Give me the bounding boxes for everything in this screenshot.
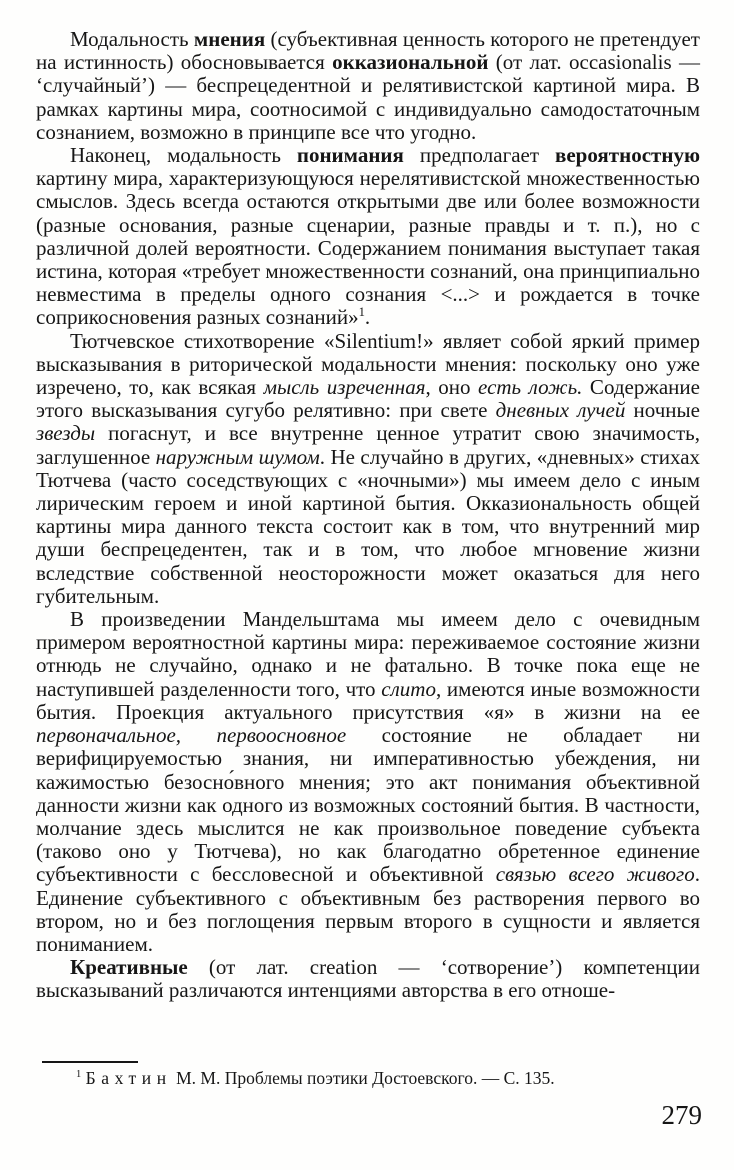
text-run: окказиональной: [332, 50, 489, 75]
text-run: (от лат. occasionalis — ‘случайный’) — беспрецедентной и релятивистской картиной мира. В рамках картины мира, соотносимой с индивидуально самодостаточным сознанием, возможно в принципе все что угодно.: [36, 50, 700, 144]
text-run: погаснут, и все внутренне ценное утратит свою значимость, заглушенное: [36, 421, 700, 469]
footnote: [36, 1068, 656, 1089]
text-run: .: [364, 305, 371, 330]
text-run: наружным шумом: [155, 444, 320, 469]
text-run: слито: [381, 676, 436, 701]
text-run: первоначальное, первоосновное: [36, 723, 347, 748]
page-number: 279: [661, 1100, 702, 1130]
text-run: В произведении Мандельштама мы имеем дело с очевидным примером вероятностной картины мира: переживаемое состояние жизни отнюдь не случайно, однако и не фатально. В точке пока еще не наступившей разделенности того, что: [36, 607, 700, 701]
footnote-reference: 1: [76, 1069, 82, 1081]
text-run: . Единение субъективного с объективным без растворения первого во втором, но и без поглощения первым второго в сущности и является пониманием.: [36, 862, 700, 956]
text-run: (от лат. creation — ‘сотворение’) компетенции высказываний различаются интенциями авторства в его отноше-: [36, 955, 700, 1003]
paragraph: [36, 956, 700, 1002]
text-run: , оно: [425, 375, 479, 400]
text-run: Креативные: [70, 955, 188, 980]
text-run: есть ложь.: [478, 375, 583, 400]
paragraph: [36, 28, 700, 144]
text-run: дневных лучей: [495, 398, 626, 423]
text-run: (субъективная ценность которого не претендует на истинность) обосновывается: [36, 27, 700, 75]
text-run: понимания: [296, 143, 404, 168]
paragraph: [36, 608, 700, 956]
text-run: ночные: [625, 398, 700, 423]
text-run: Содержание этого высказывания сугубо релятивно: при свете: [36, 375, 700, 423]
paragraph: [36, 330, 700, 608]
text-run: мнения: [193, 27, 266, 51]
paragraph: [36, 144, 700, 330]
text-run: мысль изреченная: [263, 375, 426, 400]
footnote-separator: [42, 1061, 138, 1063]
text-run: связью всего живого: [495, 862, 695, 887]
text-run: предполагает: [403, 143, 555, 168]
text-run: картину мира, характеризующуюся нерелятивистской множественностью смыслов. Здесь всегда остаются открытыми две или более возможности (разные основания, разные сценарии, разные правды и т. п.), но с различной долей вероятности. Содержанием понимания выступает такая истина, которая «требует множественности сознаний, она принципиально невместима в пределы одного сознания <...> и рождается в точке соприкосновения разных сознаний»: [36, 166, 700, 330]
text-run: Тютчевское стихотворение «Silentium!» являет собой яркий пример высказывания в риторической модальности мнения: поскольку оно уже изречено, то, как всякая: [36, 328, 700, 400]
text-run: Наконец, модальность: [70, 143, 297, 168]
text-run: . Не случайно в других, «дневных» стихах Тютчева (часто соседствующих с «ночными») мы имеем дело с иным лирическим героем и иной картиной бытия. Окказиональность общей картины мира данного текста состоит как в том, что внутренний мир души беспрецедентен, так и в том, что любое мгновение жизни вследствие собственной неосторожности может оказаться для него губительным.: [36, 444, 701, 608]
text-run: , имеются иные возможности бытия. Проекция актуального присутствия «я» в жизни на ее: [36, 676, 701, 724]
text-run: М. М. Проблемы поэтики Достоевского. — С. 135.: [171, 1068, 555, 1088]
footnote-text: [76, 1068, 555, 1088]
footnote-reference: 1: [358, 305, 365, 320]
text-block: [36, 28, 700, 1003]
text-run: Модальность: [70, 27, 194, 51]
text-run: вероятностную: [554, 143, 700, 168]
text-run: состояние не обладает ни верифицируемостью знания, ни императивностью убеждения, ни кажимостью безосно́вного мнения; это акт понимания объективной данности жизни как одного из возможных состояний бытия. В частности, молчание здесь мыслится не как произвольное поведение субъекта (таково оно у Тютчева), но как благодатно обретенное единение субъективности с бессловесной и объективной: [36, 723, 701, 887]
text-run: звезды: [36, 421, 96, 446]
text-run: Бахтин: [85, 1068, 172, 1088]
